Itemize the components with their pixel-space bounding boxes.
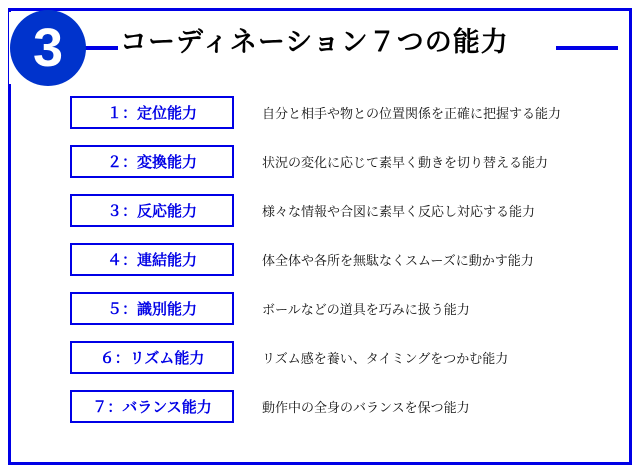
list-item [0,235,640,284]
list-item [0,284,640,333]
page-title: コーディネーション７つの能力 [120,27,509,57]
list-item [0,333,640,382]
ability-label-box: ３：反応能力 [70,194,234,227]
ability-label-box: ２：変換能力 [70,145,234,178]
ability-label-box: ５：識別能力 [70,292,234,325]
list-item [0,186,640,235]
ability-description: 状況の変化に応じて素早く動きを切り替える能力 [262,155,549,170]
ability-list [0,88,640,431]
ability-description: 自分と相手や物との位置関係を正確に把握する能力 [262,106,562,121]
ability-description: ボールなどの道具を巧みに扱う能力 [262,302,470,317]
section-number-badge: 3 [10,10,86,86]
ability-description: 体全体や各所を無駄なくスムーズに動かす能力 [262,253,534,268]
ability-label-box: ６：リズム能力 [70,341,234,374]
list-item [0,88,640,137]
list-item [0,382,640,431]
ability-label-box: ７：バランス能力 [70,390,234,423]
ability-description: 様々な情報や合図に素早く反応し対応する能力 [262,204,536,219]
ability-label-box: ４：連結能力 [70,243,234,276]
ability-description: リズム感を養い、タイミングをつかむ能力 [262,351,509,366]
ability-description: 動作中の全身のバランスを保つ能力 [262,400,470,415]
list-item [0,137,640,186]
ability-label-box: １：定位能力 [70,96,234,129]
